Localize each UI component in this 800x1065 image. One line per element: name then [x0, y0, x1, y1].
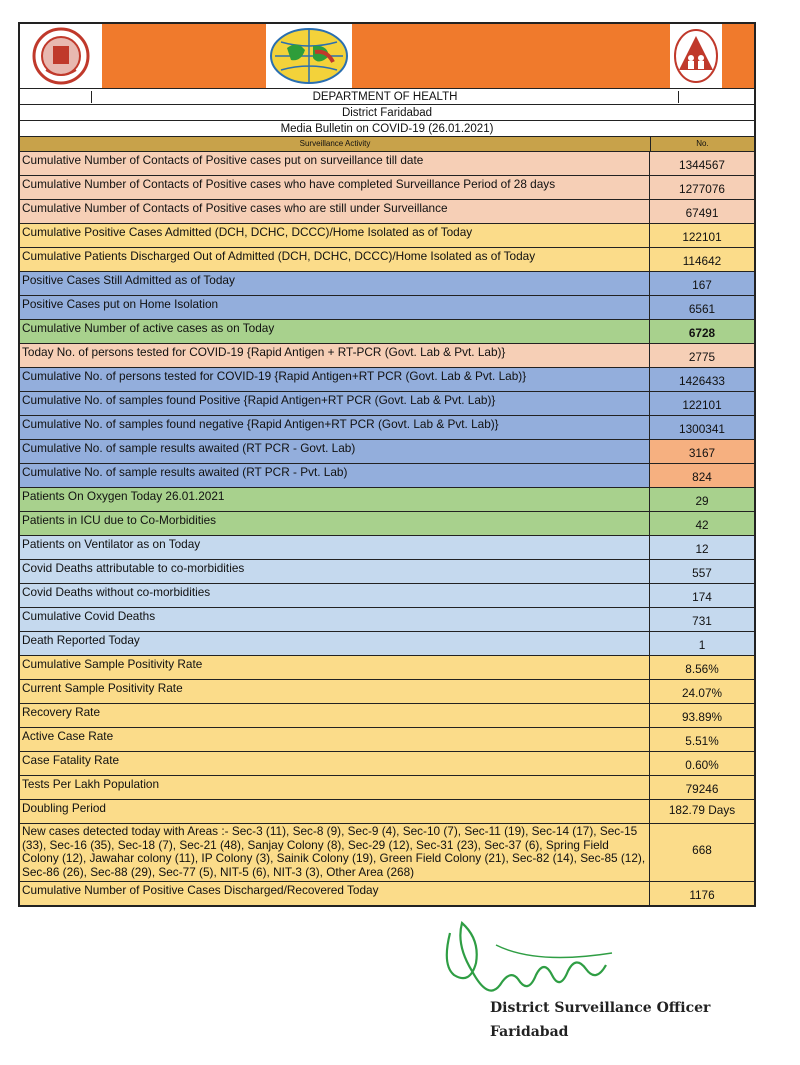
row-label: Cumulative Number of Contacts of Positive cases who have completed Surveillance Period of 28 days: [20, 176, 650, 199]
table-row: [20, 224, 754, 248]
table-row: [20, 176, 754, 200]
row-label: Cumulative No. of sample results awaited (RT PCR - Govt. Lab): [20, 440, 650, 463]
row-label: Covid Deaths attributable to co-morbidities: [20, 560, 650, 583]
department-title: DEPARTMENT OF HEALTH: [91, 91, 679, 103]
table-row: [20, 368, 754, 392]
table-row: [20, 752, 754, 776]
table-row: [20, 512, 754, 536]
column-header-no: No.: [696, 139, 709, 148]
table-row: [20, 632, 754, 656]
header-banner: [20, 24, 754, 89]
row-value: 0.60%: [685, 758, 719, 772]
row-value: 79246: [685, 782, 719, 796]
row-label: Cumulative Number of Positive Cases Discharged/Recovered Today: [20, 882, 650, 905]
row-label: Doubling Period: [20, 800, 650, 823]
row-value: 557: [692, 566, 712, 580]
red-triangle-logo: [670, 24, 722, 88]
row-value: 2775: [688, 350, 716, 364]
bulletin-row: [20, 121, 754, 137]
row-label: Cumulative Number of Contacts of Positive cases put on surveillance till date: [20, 152, 650, 175]
row-value: 93.89%: [681, 710, 722, 724]
row-label: Case Fatality Rate: [20, 752, 650, 775]
row-value: 1: [698, 638, 706, 652]
bulletin-title: Media Bulletin on COVID-19 (26.01.2021): [280, 122, 494, 135]
row-value: 731: [692, 614, 712, 628]
table-row: [20, 608, 754, 632]
row-value: 668: [692, 843, 712, 857]
table-row: [20, 584, 754, 608]
row-value: 5.51%: [685, 734, 719, 748]
haryana-emblem-logo: [20, 24, 102, 88]
row-value: 182.79 Days: [668, 803, 736, 817]
row-label: Cumulative Patients Discharged Out of Admitted (DCH, DCHC, DCCC)/Home Isolated as of Today: [20, 248, 650, 271]
signature-place: Faridabad: [490, 1024, 569, 1040]
district-title: District Faridabad: [341, 106, 433, 119]
table-row: [20, 824, 754, 882]
department-title-row: [20, 89, 754, 105]
row-label: Current Sample Positivity Rate: [20, 680, 650, 703]
table-row: [20, 776, 754, 800]
row-value: 12: [695, 542, 709, 556]
table-row: [20, 536, 754, 560]
row-value: 114642: [682, 254, 722, 268]
row-value: 167: [692, 278, 712, 292]
table-row: [20, 392, 754, 416]
data-table: [20, 152, 754, 905]
table-row: [20, 440, 754, 464]
table-row: [20, 272, 754, 296]
row-value: 1176: [689, 888, 715, 902]
row-value: 24.07%: [681, 686, 722, 700]
row-label: Positive Cases put on Home Isolation: [20, 296, 650, 319]
row-value: 3167: [650, 440, 754, 463]
row-label: Death Reported Today: [20, 632, 650, 655]
table-row: [20, 560, 754, 584]
table-row: [20, 200, 754, 224]
row-label: Cumulative Number of active cases as on Today: [20, 320, 650, 343]
table-row: [20, 488, 754, 512]
row-label: Cumulative Number of Contacts of Positive cases who are still under Surveillance: [20, 200, 650, 223]
row-label: Positive Cases Still Admitted as of Today: [20, 272, 650, 295]
table-row: [20, 320, 754, 344]
row-label: Cumulative No. of persons tested for COVID-19 {Rapid Antigen+RT PCR (Govt. Lab & Pvt. Lab)}: [20, 368, 650, 391]
signature-title: District Surveillance Officer: [490, 1000, 711, 1016]
row-value: 1300341: [679, 422, 725, 436]
row-value: 122101: [682, 398, 722, 412]
row-label: Covid Deaths without co-morbidities: [20, 584, 650, 607]
row-value: 1426433: [679, 374, 725, 388]
row-value: 29: [695, 494, 709, 508]
table-row: [20, 416, 754, 440]
row-value: 67491: [685, 206, 719, 220]
row-label: Cumulative Covid Deaths: [20, 608, 650, 631]
district-row: [20, 105, 754, 121]
bulletin-sheet: [18, 22, 756, 907]
row-label: New cases detected today with Areas :- Sec-3 (11), Sec-8 (9), Sec-9 (4), Sec-10 (7), Sec-11 (19), Sec-14 (17), Sec-15 (33), Sec-16 (35), Sec-18 (7), Sec-21 (48), Sanjay Colony (8), Sec-29 (12), Sec-31 (23), Sec-37 (6), Spring Field Colony (12), Jawahar colony (11), IP Colony (3), Sainik Colony (19), Green Field Colony (21), Sec-82 (14), Sec-85 (12), Sec-86 (26), Sec-88 (29), Sec-77 (5), NIT-5 (6), NIT-3 (3), Other Area (268): [20, 824, 650, 881]
row-label: Recovery Rate: [20, 704, 650, 727]
table-row: [20, 704, 754, 728]
row-label: Cumulative No. of samples found negative {Rapid Antigen+RT PCR (Govt. Lab & Pvt. Lab)}: [20, 416, 650, 439]
table-row: [20, 464, 754, 488]
row-label: Today No. of persons tested for COVID-19 {Rapid Antigen + RT-PCR (Govt. Lab & Pvt. Lab)}: [20, 344, 650, 367]
table-header: [20, 137, 754, 152]
row-value: 174: [692, 590, 712, 604]
table-row: [20, 728, 754, 752]
table-row: [20, 152, 754, 176]
table-row: [20, 882, 754, 905]
row-value: 6561: [688, 302, 716, 316]
row-value: 1344567: [679, 158, 725, 172]
table-row: [20, 656, 754, 680]
row-value: 8.56%: [685, 662, 719, 676]
column-header-activity: Surveillance Activity: [20, 137, 651, 151]
row-label: Patients On Oxygen Today 26.01.2021: [20, 488, 650, 511]
row-label: Tests Per Lakh Population: [20, 776, 650, 799]
row-label: Active Case Rate: [20, 728, 650, 751]
table-row: [20, 248, 754, 272]
row-value: 122101: [682, 230, 722, 244]
row-value: 1277076: [679, 182, 725, 196]
table-row: [20, 344, 754, 368]
row-label: Cumulative Positive Cases Admitted (DCH, DCHC, DCCC)/Home Isolated as of Today: [20, 224, 650, 247]
row-label: Patients on Ventilator as on Today: [20, 536, 650, 559]
row-label: Patients in ICU due to Co-Morbidities: [20, 512, 650, 535]
row-label: Cumulative No. of samples found Positive {Rapid Antigen+RT PCR (Govt. Lab & Pvt. Lab)}: [20, 392, 650, 415]
row-value: 42: [695, 518, 709, 532]
row-label: Cumulative Sample Positivity Rate: [20, 656, 650, 679]
row-value: 6728: [688, 326, 716, 340]
row-value: 824: [650, 464, 754, 487]
table-row: [20, 296, 754, 320]
globe-logo: [266, 24, 352, 88]
row-label: Cumulative No. of sample results awaited (RT PCR - Pvt. Lab): [20, 464, 650, 487]
table-row: [20, 680, 754, 704]
table-row: [20, 800, 754, 824]
